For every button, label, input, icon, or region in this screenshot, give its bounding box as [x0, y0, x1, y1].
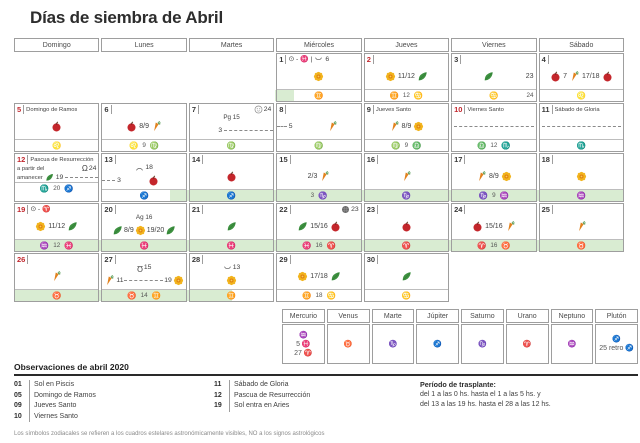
planet-header-uranus: Urano: [506, 309, 549, 323]
day-cell-3: [451, 53, 536, 102]
ascending-hour: 13: [232, 264, 241, 271]
leaf-day-icon: [67, 221, 78, 232]
week-row-3: [14, 153, 624, 202]
day-number: 21: [192, 205, 203, 214]
flower-day-icon: [501, 171, 512, 182]
observation-item: 11 Sábado de Gloria: [214, 380, 414, 391]
moon-sign: ♌: [576, 90, 586, 100]
day-cell-19: [14, 203, 99, 252]
day-cell-20: [101, 203, 186, 252]
planet-header-mercury: Mercurio: [282, 309, 325, 323]
apple-day-icon: [226, 171, 237, 182]
leaf-day-icon: [226, 221, 237, 232]
moon-sign: ♑: [401, 190, 412, 200]
flower-day-icon: [385, 71, 396, 82]
transplant-line-2: del 13 a las 19 hs. hasta el 28 a las 12 hs.: [420, 401, 551, 408]
weekday-thursday: Jueves: [364, 38, 449, 52]
observations-column-2: [214, 380, 414, 422]
descending-node-icon: Ω: [136, 264, 143, 273]
sign-change-hour: 16: [315, 241, 323, 249]
full-moon-hour: 24: [263, 105, 272, 113]
no-sowing-dash: [102, 180, 115, 181]
hour-range: 17/18: [581, 73, 600, 80]
day-cell-24: [451, 203, 536, 252]
sun-in-aries-symbol: ⊙ - ♈: [30, 205, 51, 213]
planet-header-venus: Venus: [327, 309, 370, 323]
observation-item: 19 Sol entra en Aries: [214, 401, 414, 412]
day-cell-6: [101, 103, 186, 152]
pause-end-hour: 3: [117, 177, 121, 184]
moon-sign: ♒: [39, 240, 50, 250]
sign-change-hour: 12: [402, 91, 410, 99]
calendar-grid: [14, 38, 624, 303]
transplant-line-1: del 1 a las 0 hs. hasta el 1 a las 5 hs. y: [420, 391, 541, 398]
moon-sign: ♋: [413, 90, 424, 100]
hour-range: 8/9: [401, 123, 412, 130]
moon-sign: ♉: [52, 290, 62, 300]
day-cell-28: [189, 253, 274, 302]
day-number: 2: [367, 55, 374, 64]
day-number: 30: [367, 255, 378, 264]
leaf-day-icon: [297, 221, 308, 232]
carrot-day-icon: [476, 171, 487, 182]
no-sowing-dash: [124, 280, 163, 281]
moon-sign: ♎: [477, 140, 487, 150]
day-number: 12: [17, 155, 28, 164]
no-sowing-dash: [542, 126, 621, 127]
moon-sign: ♑: [478, 190, 489, 200]
moon-sign: ♉: [501, 240, 511, 250]
planet-position-venus: ♉: [327, 324, 370, 364]
moon-sign: ♊: [302, 290, 312, 300]
leaf-day-icon: [417, 71, 428, 82]
day-number: 1: [279, 55, 286, 64]
day-number: 6: [104, 105, 111, 114]
hour-range: 15/16: [485, 223, 503, 230]
day-cell-23: [364, 203, 449, 252]
day-number: 7: [192, 105, 199, 114]
moon-sign: ♋: [489, 90, 499, 100]
sign-change-hour: 16: [490, 241, 498, 249]
moon-sign: ♈: [401, 240, 412, 250]
moon-sign: ♎: [412, 140, 422, 150]
weekday-wednesday: Miércoles: [276, 38, 361, 52]
day-number: 14: [192, 155, 203, 164]
carrot-day-icon: [569, 71, 580, 82]
flower-day-icon: [576, 171, 587, 182]
moon-sign: ♊: [226, 290, 237, 300]
sign-change-hour: 24: [526, 91, 534, 99]
day-cell-25: [539, 203, 624, 252]
apple-day-icon: [51, 121, 62, 132]
no-sowing-dash: [454, 126, 533, 127]
holiday-label-line2: a partir del: [17, 165, 45, 172]
weekday-monday: Lunes: [101, 38, 186, 52]
sign-change-hour: 9: [404, 141, 409, 149]
flower-day-icon: [297, 271, 308, 282]
ascending-node-icon: Ω: [81, 163, 88, 173]
day-cell-4: [539, 53, 624, 102]
moon-sign: ♌: [52, 140, 62, 150]
day-number: 8: [279, 105, 286, 114]
leaf-day-icon: [330, 271, 341, 282]
empty-cell: [451, 253, 536, 302]
moon-sign: ♉: [576, 240, 586, 250]
hour-range: 8/9: [124, 227, 134, 234]
holiday-label: Jueves Santo: [375, 106, 412, 113]
leaf-day-icon: [45, 173, 54, 182]
carrot-day-icon: [104, 275, 115, 286]
moon-sign: ♍: [226, 140, 237, 150]
observations-title: Observaciones de abril 2020: [14, 362, 129, 372]
pause-start-hour: 11: [116, 277, 124, 284]
page-title: Días de siembra de Abril: [30, 8, 223, 27]
flower-day-icon: [413, 121, 424, 132]
day-cell-15: [276, 153, 361, 202]
day-number: 9: [367, 105, 374, 114]
leaf-day-icon: [401, 271, 412, 282]
observations-column-1: [14, 380, 214, 422]
transplant-period-note: [420, 380, 638, 422]
day-cell-16: [364, 153, 449, 202]
carrot-day-icon: [389, 121, 400, 132]
carrot-day-icon: [401, 171, 412, 182]
moon-sign: ♏: [39, 183, 50, 193]
day-cell-7: [189, 103, 274, 152]
sun-in-pisces-symbol: ⊙ - ♓ |: [288, 55, 313, 63]
day-cell-17: [451, 153, 536, 202]
day-number: 5: [17, 105, 24, 114]
moon-sign: ♋: [326, 290, 336, 300]
moon-sign: ♒: [499, 190, 509, 200]
hour-range: 17/18: [310, 273, 328, 280]
holiday-label: Pascua de Resurrección: [30, 156, 94, 163]
node-hour: 24: [88, 164, 97, 172]
moon-sign: ♓: [64, 240, 74, 250]
holiday-label-line3: amanecer: [17, 174, 43, 181]
day-number: 24: [454, 205, 465, 214]
day-cell-29: [276, 253, 361, 302]
moon-sign: ♒: [576, 190, 586, 200]
day-number: 18: [542, 155, 553, 164]
hour-range: 11/12: [397, 73, 415, 80]
hour-range: 11/12: [48, 223, 66, 230]
week-row-5: [14, 253, 624, 302]
empty-cell: [14, 53, 99, 102]
pause-start-hour: 19: [55, 173, 64, 181]
empty-cell: [189, 53, 274, 102]
apple-day-icon: [126, 121, 137, 132]
pause-end-hour: 5: [288, 123, 293, 130]
observation-item: 10 Viernes Santo: [14, 412, 214, 423]
observation-item: 01 Sol en Piscis: [14, 380, 214, 391]
day-number: 10: [454, 105, 465, 114]
planet-position-mercury: ♒ 5 ♓ 27 ♈: [282, 324, 325, 364]
day-number: 3: [454, 55, 461, 64]
empty-cell: [101, 53, 186, 102]
sign-change-hour: 20: [53, 184, 61, 192]
week-row-1: [14, 53, 624, 102]
moon-sign: ♏: [576, 140, 586, 150]
moon-sign: ♑: [318, 190, 328, 200]
weekday-friday: Viernes: [451, 38, 536, 52]
weekday-header-row: [14, 38, 624, 52]
day-cell-8: [276, 103, 361, 152]
apple-day-icon: [148, 175, 159, 186]
no-sowing-dash: [224, 130, 273, 131]
moon-sign: ♓: [226, 240, 237, 250]
planet-header-pluto: Plutón: [595, 309, 638, 323]
day-cell-18: [539, 153, 624, 202]
day-number: 13: [104, 155, 115, 164]
transplant-title: Período de trasplante:: [420, 380, 496, 389]
day-number: 20: [104, 205, 115, 214]
day-number: 23: [367, 205, 378, 214]
divider-rule: [14, 374, 638, 376]
no-sowing-dash: [277, 126, 287, 127]
sign-change-hour: 9: [492, 191, 496, 199]
flower-day-icon: [313, 71, 324, 82]
apple-day-icon: [330, 221, 341, 232]
moon-ascending-icon: [314, 55, 323, 64]
weekday-sunday: Domingo: [14, 38, 99, 52]
day-cell-26: [14, 253, 99, 302]
observation-item: 05 Domingo de Ramos: [14, 391, 214, 402]
day-cell-13: [101, 153, 186, 202]
moon-sign: ♏: [501, 140, 511, 150]
day-number: 15: [279, 155, 290, 164]
carrot-day-icon: [576, 221, 587, 232]
day-cell-30: [364, 253, 449, 302]
moon-sign: ♈: [477, 240, 487, 250]
planet-position-jupiter: ♐: [416, 324, 459, 364]
day-cell-5: [14, 103, 99, 152]
apple-day-icon: [401, 221, 412, 232]
leaf-day-icon: [483, 71, 494, 82]
planet-position-saturn: ♑: [461, 324, 504, 364]
day-cell-27: [101, 253, 186, 302]
day-cell-12: [14, 153, 99, 202]
planet-position-pluto: ♐ 25 retro ♐: [595, 324, 638, 364]
moon-sign: ♋: [401, 290, 412, 300]
planet-header-mars: Marte: [372, 309, 415, 323]
planet-header-saturn: Saturno: [461, 309, 504, 323]
moon-sign: ♊: [151, 290, 161, 300]
holiday-label: Domingo de Ramos: [26, 106, 78, 113]
day-number: 29: [279, 255, 290, 264]
flower-day-icon: [226, 275, 237, 286]
full-moon-icon: [254, 105, 263, 114]
carrot-day-icon: [505, 221, 516, 232]
moon-sign: ♍: [314, 140, 324, 150]
sign-change-hour: 3: [310, 191, 315, 199]
moon-sign: ♊: [389, 90, 399, 100]
hour-range: 2/3: [307, 173, 318, 180]
carrot-day-icon: [319, 171, 330, 182]
pause-start-hour: 3: [218, 127, 223, 134]
flower-day-icon: [173, 275, 184, 286]
week-row-2: [14, 103, 624, 152]
day-number: 17: [454, 155, 465, 164]
moon-sign: ♐: [226, 190, 237, 200]
no-sowing-dash: [65, 177, 98, 178]
moon-sign: ♍: [391, 140, 401, 150]
day-cell-11: [539, 103, 624, 152]
carrot-day-icon: [151, 121, 162, 132]
observations-section: [14, 362, 638, 422]
holiday-label: Sábado de Gloria: [554, 106, 600, 113]
carrot-day-icon: [51, 271, 62, 282]
day-cell-2: [364, 53, 449, 102]
pause-end-hour: 19: [164, 277, 172, 284]
sign-change-hour: 12: [53, 241, 61, 249]
holiday-label: Viernes Santo: [467, 106, 504, 113]
perigee-label: Pg 15: [223, 114, 240, 121]
planet-header-neptune: Neptuno: [551, 309, 594, 323]
moon-sign: ♍: [149, 140, 160, 150]
moon-sign: ♉: [127, 290, 137, 300]
weekday-saturday: Sábado: [539, 38, 624, 52]
planet-header-jupiter: Júpiter: [416, 309, 459, 323]
day-cell-22: [276, 203, 361, 252]
day-number: 11: [542, 105, 553, 114]
ascending-hour: 6: [325, 55, 330, 63]
day-number: 16: [367, 155, 378, 164]
leaf-day-icon: [112, 225, 123, 236]
observation-item: 12 Pascua de Resurrección: [214, 391, 414, 402]
weekday-tuesday: Martes: [189, 38, 274, 52]
week-row-4: [14, 203, 624, 252]
apple-day-icon: [550, 71, 561, 82]
leaf-day-icon: [165, 225, 176, 236]
sign-change-hour: 14: [140, 291, 148, 299]
planet-position-uranus: ♈: [506, 324, 549, 364]
new-moon-icon: [341, 205, 350, 214]
moon-sign: ♐: [139, 190, 149, 200]
day-number: 26: [17, 255, 28, 264]
sign-change-hour: 18: [315, 291, 323, 299]
hour: 7: [563, 73, 567, 80]
moon-sign: ♈: [326, 240, 336, 250]
apple-day-icon: [602, 71, 613, 82]
moon-sign: ♓: [139, 240, 149, 250]
day-number: 22: [279, 205, 290, 214]
day-number: 28: [192, 255, 203, 264]
observation-item: 09 Jueves Santo: [14, 401, 214, 412]
new-moon-hour: 23: [351, 205, 359, 213]
moon-sign: ♌: [129, 140, 139, 150]
apple-day-icon: [472, 221, 483, 232]
planet-position-mars: ♑: [372, 324, 415, 364]
sign-change-hour: 12: [490, 141, 498, 149]
planets-table: [282, 309, 638, 364]
flower-day-icon: [135, 225, 146, 236]
node-hour: 15: [143, 264, 152, 271]
hour-range: 8/9: [488, 173, 499, 180]
zodiac-disclaimer: Los símbolos zodiacales se refieren a los cuadros estelares astronómicamente visibles, NO a los signos astrológicos: [14, 431, 325, 437]
sign-change-hour: 9: [142, 141, 146, 149]
day-number: 25: [542, 205, 553, 214]
day-cell-9: [364, 103, 449, 152]
day-cell-21: [189, 203, 274, 252]
moon-sign: ♓: [302, 240, 312, 250]
day-cell-14: [189, 153, 274, 202]
hour-range: 15/16: [310, 223, 328, 230]
day-number: 4: [542, 55, 549, 64]
day-cell-10: [451, 103, 536, 152]
hour-range: 19/20: [146, 227, 165, 234]
day-cell-1: [276, 53, 361, 102]
day-number: 27: [104, 255, 115, 264]
day-number: 19: [17, 205, 28, 214]
empty-cell: [539, 253, 624, 302]
moon-sign: ♐: [64, 183, 74, 193]
flower-day-icon: [35, 221, 46, 232]
moon-sign: ♊: [314, 90, 324, 100]
planet-position-neptune: ♒: [551, 324, 594, 364]
descending-hour: 18: [145, 164, 153, 171]
hour-range: 8/9: [139, 123, 149, 130]
apogee-label: Ag 16: [135, 214, 153, 221]
carrot-day-icon: [327, 121, 338, 132]
hour: 23: [525, 73, 534, 80]
